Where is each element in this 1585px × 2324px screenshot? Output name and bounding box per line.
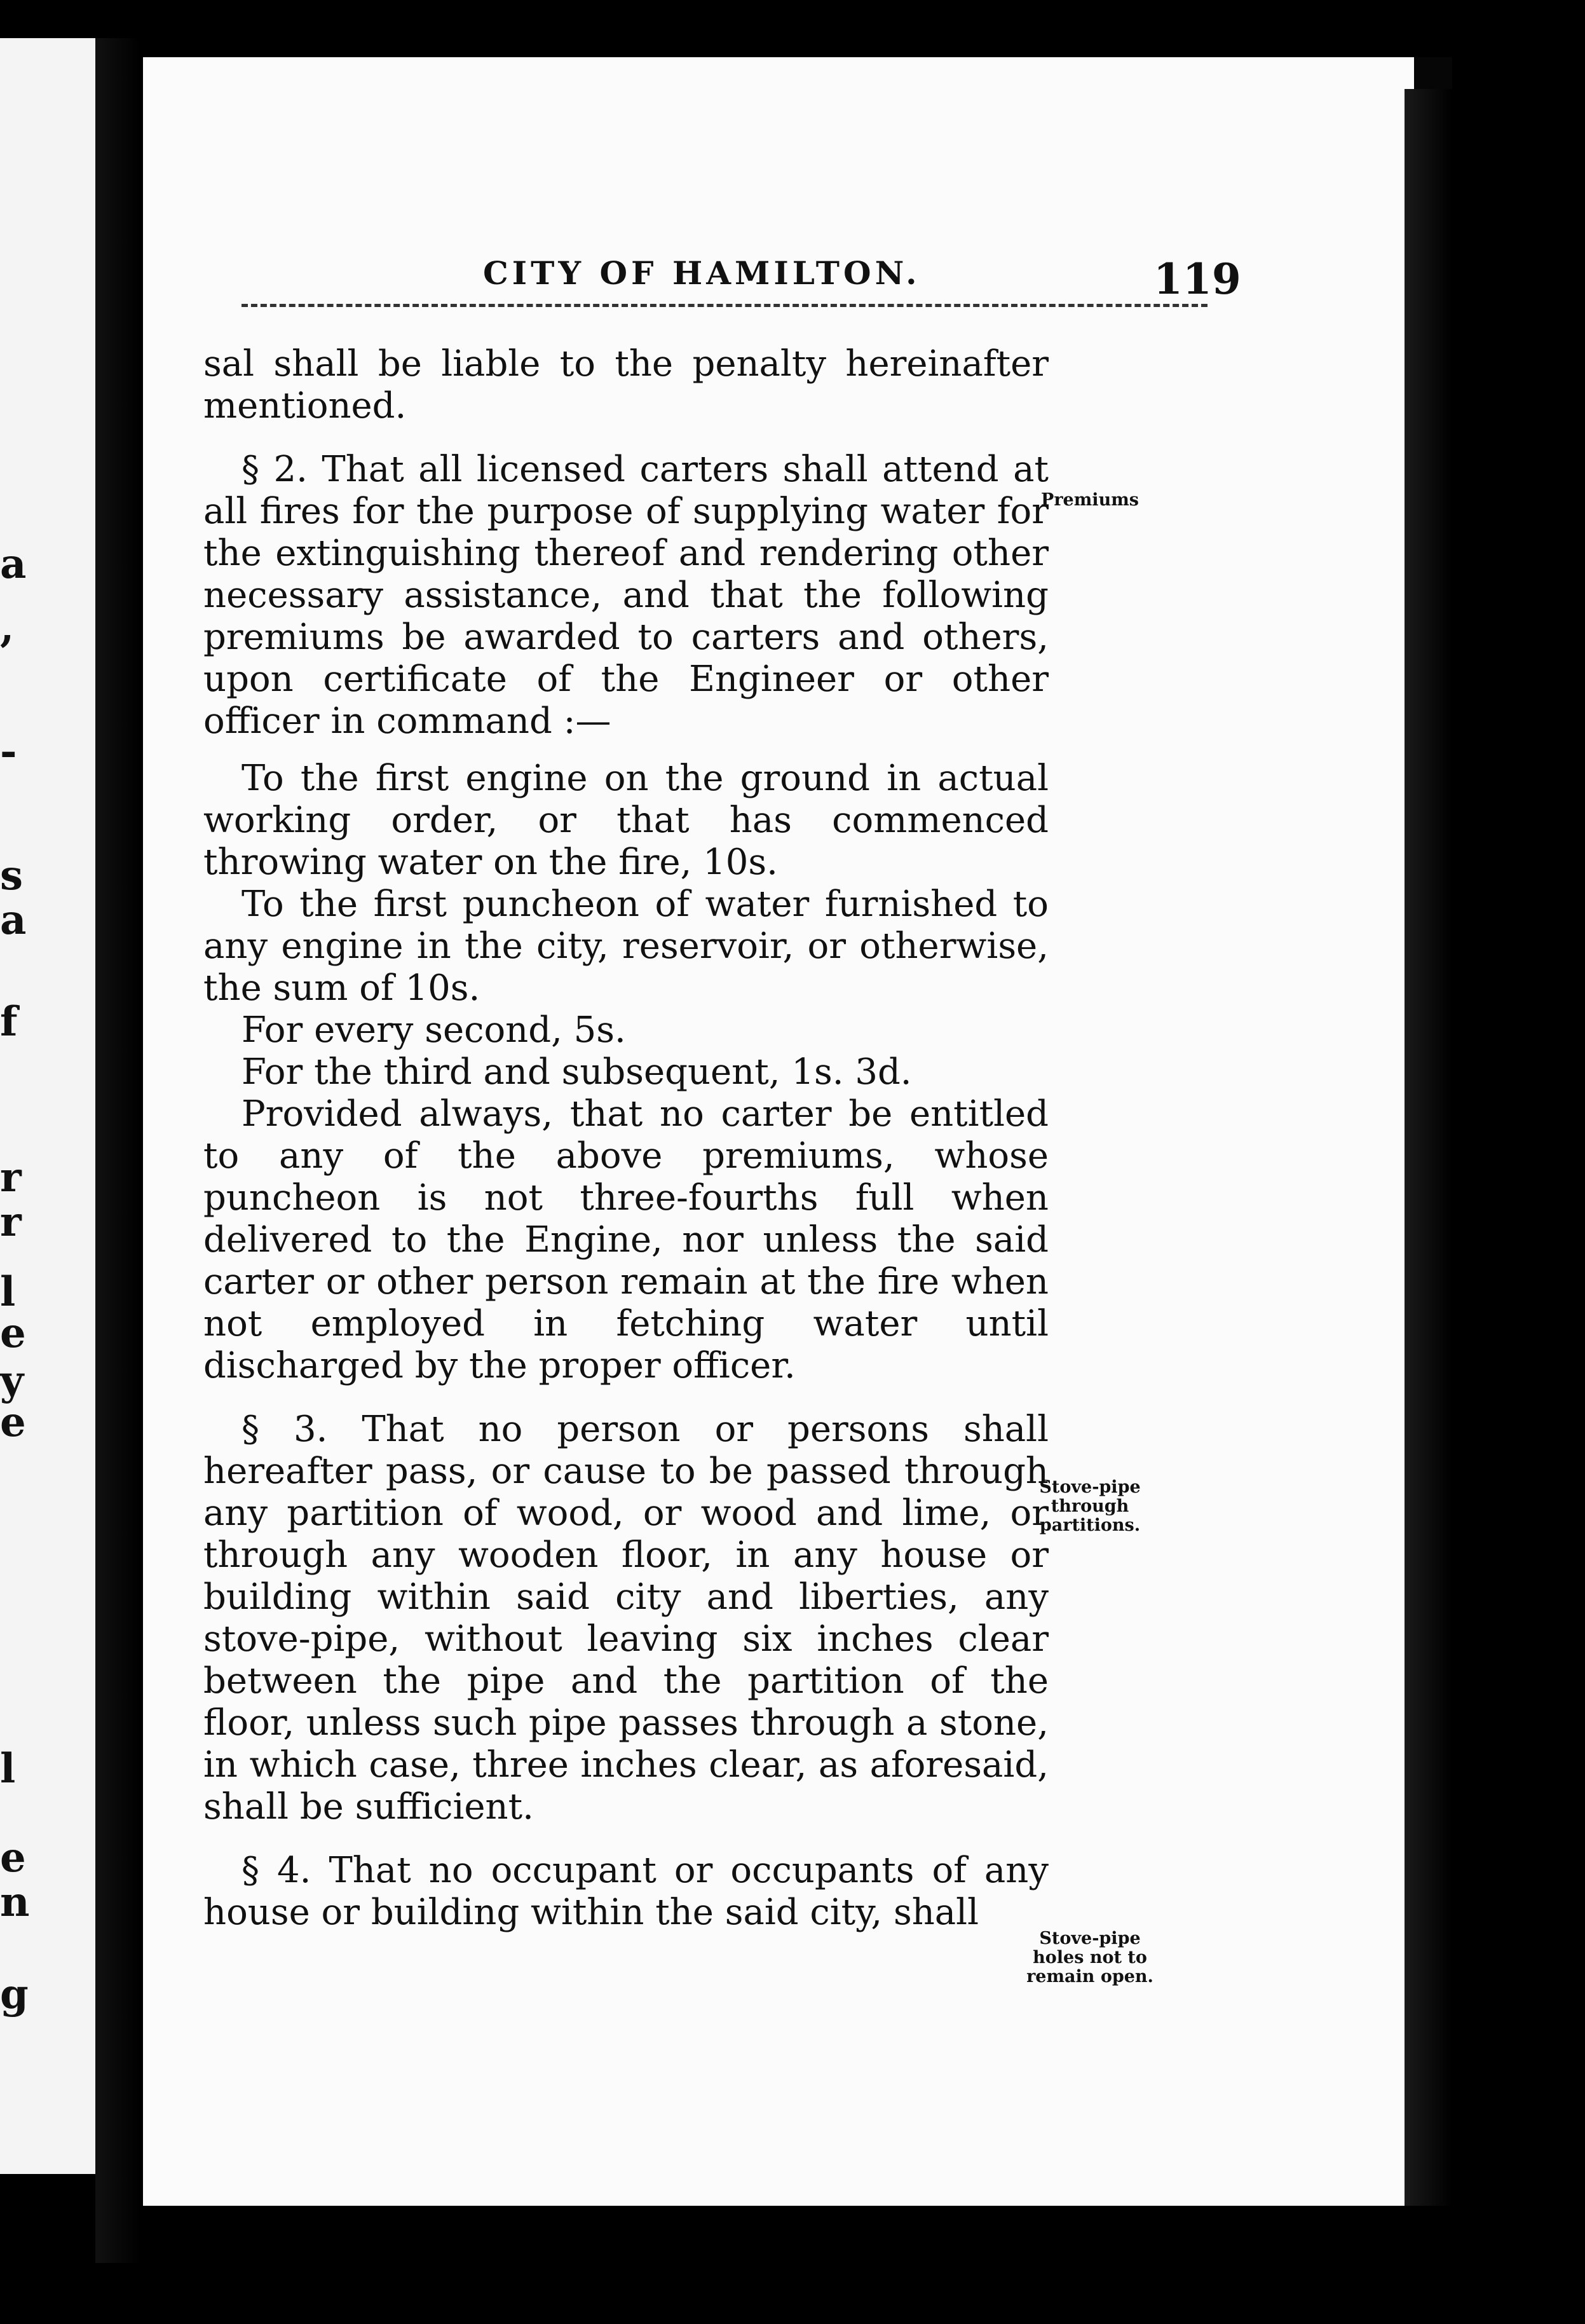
margin-note-premiums: Premiums bbox=[1041, 490, 1139, 510]
section-2: § 2. That all licensed carters shall attend at all fires for the purpose of supplying water for the extinguishing thereof and rendering other necessary assistance, and that the following premiums be awarded to carters and others, upon certificate of the Engineer or other officer in command :— bbox=[203, 449, 1049, 742]
paragraph: For every second, 5s. bbox=[241, 1009, 626, 1051]
paragraph: To the first puncheon of water furnished to any engine in the city, reservoir, or otherwise, the sum of 10s. bbox=[203, 884, 1049, 1009]
section-3: § 3. That no person or persons shall hereafter pass, or cause to be passed through any partition of wood, or wood and lime, or through any wooden floor, in any house or building within said city and liberties, any stove-pipe, without leaving six inches clear between the pipe and the partition of the floor, unless such pipe passes through a stone, in which case, three inches clear, as aforesaid, shall be sufficient. bbox=[203, 1409, 1049, 1828]
page-body bbox=[203, 343, 1049, 1934]
page-edge-shadow bbox=[1405, 89, 1452, 2206]
paragraph: sal shall be liable to the penalty hereinafter mentioned. bbox=[203, 343, 1049, 427]
margin-fragment: l bbox=[0, 1268, 16, 1316]
margin-note-stove-pipe-partitions: Stove-pipe through partitions. bbox=[1039, 1477, 1141, 1535]
section-4: § 4. That no occupant or occupants of any house or building within the said city, shall bbox=[203, 1850, 1049, 1933]
margin-fragment: r bbox=[0, 1154, 22, 1201]
margin-fragment: f bbox=[0, 998, 18, 1046]
margin-fragment: s bbox=[0, 852, 24, 899]
page-number: 119 bbox=[1153, 254, 1241, 304]
margin-fragment: , bbox=[0, 604, 15, 652]
margin-note-stove-pipe-holes: Stove-pipe holes not to remain open. bbox=[1026, 1929, 1153, 1986]
margin-fragment: - bbox=[0, 728, 17, 776]
margin-fragment: e bbox=[0, 1309, 26, 1357]
margin-fragment: g bbox=[0, 1971, 29, 2018]
paragraph: Provided always, that no carter be entitled to any of the above premiums, whose puncheon is not three-fourths full when delivered to the Engine, nor unless the said carter or other person remain at the fire when not employed in fetching water until discharged by the proper officer. bbox=[203, 1093, 1049, 1386]
margin-fragment: a bbox=[0, 896, 27, 944]
header-rule bbox=[241, 304, 1207, 307]
margin-fragment: a bbox=[0, 540, 27, 588]
running-header: CITY OF HAMILTON. bbox=[483, 254, 921, 292]
margin-fragment: n bbox=[0, 1878, 30, 1926]
margin-fragment: e bbox=[0, 1398, 26, 1446]
margin-fragment: y bbox=[0, 1357, 24, 1405]
paragraph: To the first engine on the ground in actual working order, or that has commenced throwing water on the fire, 10s. bbox=[203, 758, 1049, 883]
margin-fragment: l bbox=[0, 1745, 16, 1793]
margin-fragment: e bbox=[0, 1834, 26, 1882]
margin-fragment: r bbox=[0, 1198, 22, 1246]
book-spine bbox=[95, 38, 140, 2263]
paragraph: For the third and subsequent, 1s. 3d. bbox=[241, 1051, 912, 1093]
previous-page-edge bbox=[0, 38, 108, 2174]
